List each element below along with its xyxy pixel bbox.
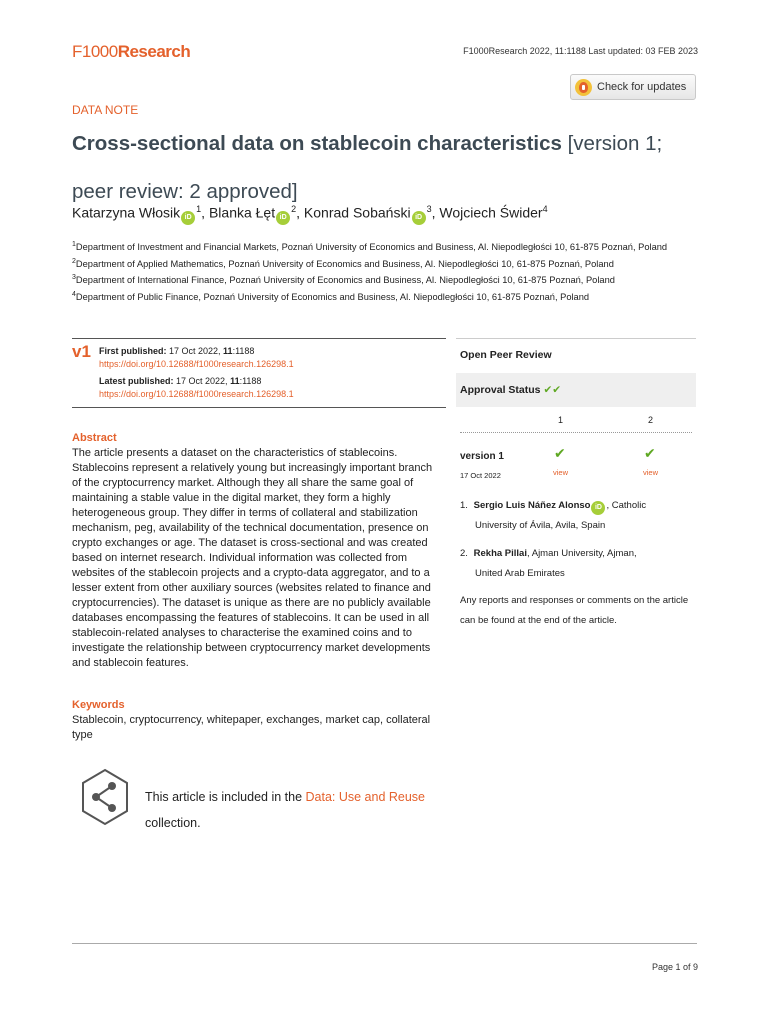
keywords-text: Stablecoin, cryptocurrency, whitepaper, exchanges, market cap, collateral type	[72, 714, 431, 741]
author-name[interactable]: Blanka Łęt	[208, 204, 276, 221]
author-name[interactable]: Wojciech Świder	[439, 204, 543, 221]
affiliation-item: $^2$Department of Applied Mathematics, Poznań University of Economics and Business, Al. Niepodległości 10, 61-875 Poznań, Poland	[72, 257, 614, 269]
f1000research-logo[interactable]	[72, 42, 190, 62]
check-for-updates-button[interactable]	[570, 74, 696, 100]
header-citation: F1000Research 2022, 11:1188 Last updated: 03 FEB 2023	[463, 46, 698, 56]
affiliation-item: $^1$Department of Investment and Financial Markets, Poznań University of Economics and Business, Al. Niepodległości 10, 61-875 Poznań, Poland	[72, 241, 668, 253]
version-label: version 1	[460, 451, 504, 462]
table-divider	[460, 432, 692, 433]
version-status: [version 1; peer review: 2 approved]	[72, 132, 663, 203]
author-name[interactable]: Konrad Sobański	[303, 204, 411, 221]
first-doi-link[interactable]: https://doi.org/10.12688/f1000research.126298.1	[99, 359, 294, 369]
reviewer-column-2: 2	[648, 415, 654, 425]
reviewer-list: 1. Sergio Luis Náñez Alonso iD , Catholic University of Ávila, Avila, Spain 2. Rekha Pillai, Ajman University, Ajman, United Arab Emirates	[460, 496, 700, 584]
title-text: Cross-sectional data on stablecoin characteristics	[72, 132, 562, 155]
article-title	[72, 120, 702, 216]
check-for-updates-label: Check for updates	[597, 81, 687, 93]
author-affiliation-sup: 1	[196, 204, 202, 214]
affiliation-list	[72, 238, 702, 304]
approved-check-icon: ✔	[644, 445, 656, 461]
footer-divider	[72, 943, 697, 944]
reviewer-column-1: 1	[558, 415, 564, 425]
latest-doi-link[interactable]: https://doi.org/10.12688/f1000research.126298.1	[99, 389, 294, 399]
approval-status: Approval Status ✔✔	[460, 384, 562, 396]
view-report-link[interactable]: view	[643, 468, 659, 477]
view-report-link[interactable]: view	[553, 468, 569, 477]
abstract-text: The article presents a dataset on the characteristics of stablecoins. Stablecoins represent a relatively young but increasingly important branch of the cryptocurrency market. Although they all share the same goal of maintaining a stable value in the digital market, they form a highly heterogeneous group. They differ in terms of collateral and stabilization mechanism, peg, availability of the technical documentation, presence on crypto exchanges or age. The dataset is cross-sectional and was created based on internet research. Individual information was collected from websites of the stablecoin projects and a crypto-data aggregator, and to a lesser extent from other auxiliary sources (websites related to finance and cryptocurrencies). The dataset is unique as there are no publicly available databases encompassing the features of stablecoins. It can be used in all stablecoin-related analyses to characterise the examined coins and to investigate the relationship between cryptocurrency market developments and stablecoin features.	[72, 447, 433, 669]
orcid-icon[interactable]: iD	[412, 211, 426, 225]
author-name[interactable]: Katarzyna Włosik	[72, 204, 181, 221]
approved-check-icon: ✔✔	[543, 384, 562, 396]
article-type: DATA NOTE	[72, 103, 139, 117]
crossmark-icon	[575, 79, 592, 96]
reviewer-item: 1. Sergio Luis Náñez Alonso iD , Catholic	[460, 496, 700, 516]
review-table	[456, 407, 696, 491]
open-peer-review-title: Open Peer Review	[460, 349, 552, 361]
reviewer-name: Sergio Luis Náñez Alonso	[473, 500, 591, 511]
logo-prefix: F1000	[72, 42, 118, 61]
approval-status-panel	[456, 373, 696, 491]
latest-published: Latest published: 17 Oct 2022, 11:1188	[99, 376, 262, 386]
affiliation-item: $^3$Department of International Finance, Poznań University of Economics and Business, Al. Niepodległości 10, 61-875 Poznań, Poland	[72, 274, 615, 286]
keywords-heading: Keywords	[72, 699, 125, 711]
orcid-icon[interactable]: iD	[181, 211, 195, 225]
page-number: Page 1 of 9	[651, 962, 698, 972]
author-affiliation-sup: 2	[291, 204, 297, 214]
author-affiliation-sup: 4	[542, 204, 548, 214]
first-published: First published: 17 Oct 2022, 11:1188	[99, 346, 255, 356]
author-affiliation-sup: 3	[426, 204, 432, 214]
peer-review-note: Any reports and responses or comments on the article can be found at the end of the article.	[460, 595, 689, 626]
collection-note: This article is included in the Data: Use and Reuse collection.	[145, 790, 426, 830]
reviewer-item: 2. Rekha Pillai, Ajman University, Ajman,	[460, 548, 637, 559]
abstract-heading: Abstract	[72, 432, 117, 444]
logo-suffix: Research	[117, 42, 191, 61]
affiliation-item: $^4$Department of Public Finance, Poznań University of Economics and Business, Al. Niepodległości 10, 61-875 Poznań, Poland	[72, 290, 590, 302]
version-date: 17 Oct 2022	[460, 471, 501, 480]
version-badge: v1	[72, 342, 91, 361]
collection-link[interactable]: Data: Use and Reuse	[305, 790, 426, 804]
publication-info	[72, 338, 446, 408]
orcid-icon[interactable]: iD	[276, 211, 290, 225]
share-collection-icon	[80, 768, 130, 826]
orcid-icon[interactable]: iD	[591, 501, 605, 515]
author-list: Katarzyna Włosik $iD^1$, Blanka Łęt $iD^2$, Konrad Sobański $iD^3$, Wojciech Świder$^4$	[72, 204, 548, 225]
approved-check-icon: ✔	[554, 445, 566, 461]
reviewer-name: Rekha Pillai	[473, 548, 527, 559]
